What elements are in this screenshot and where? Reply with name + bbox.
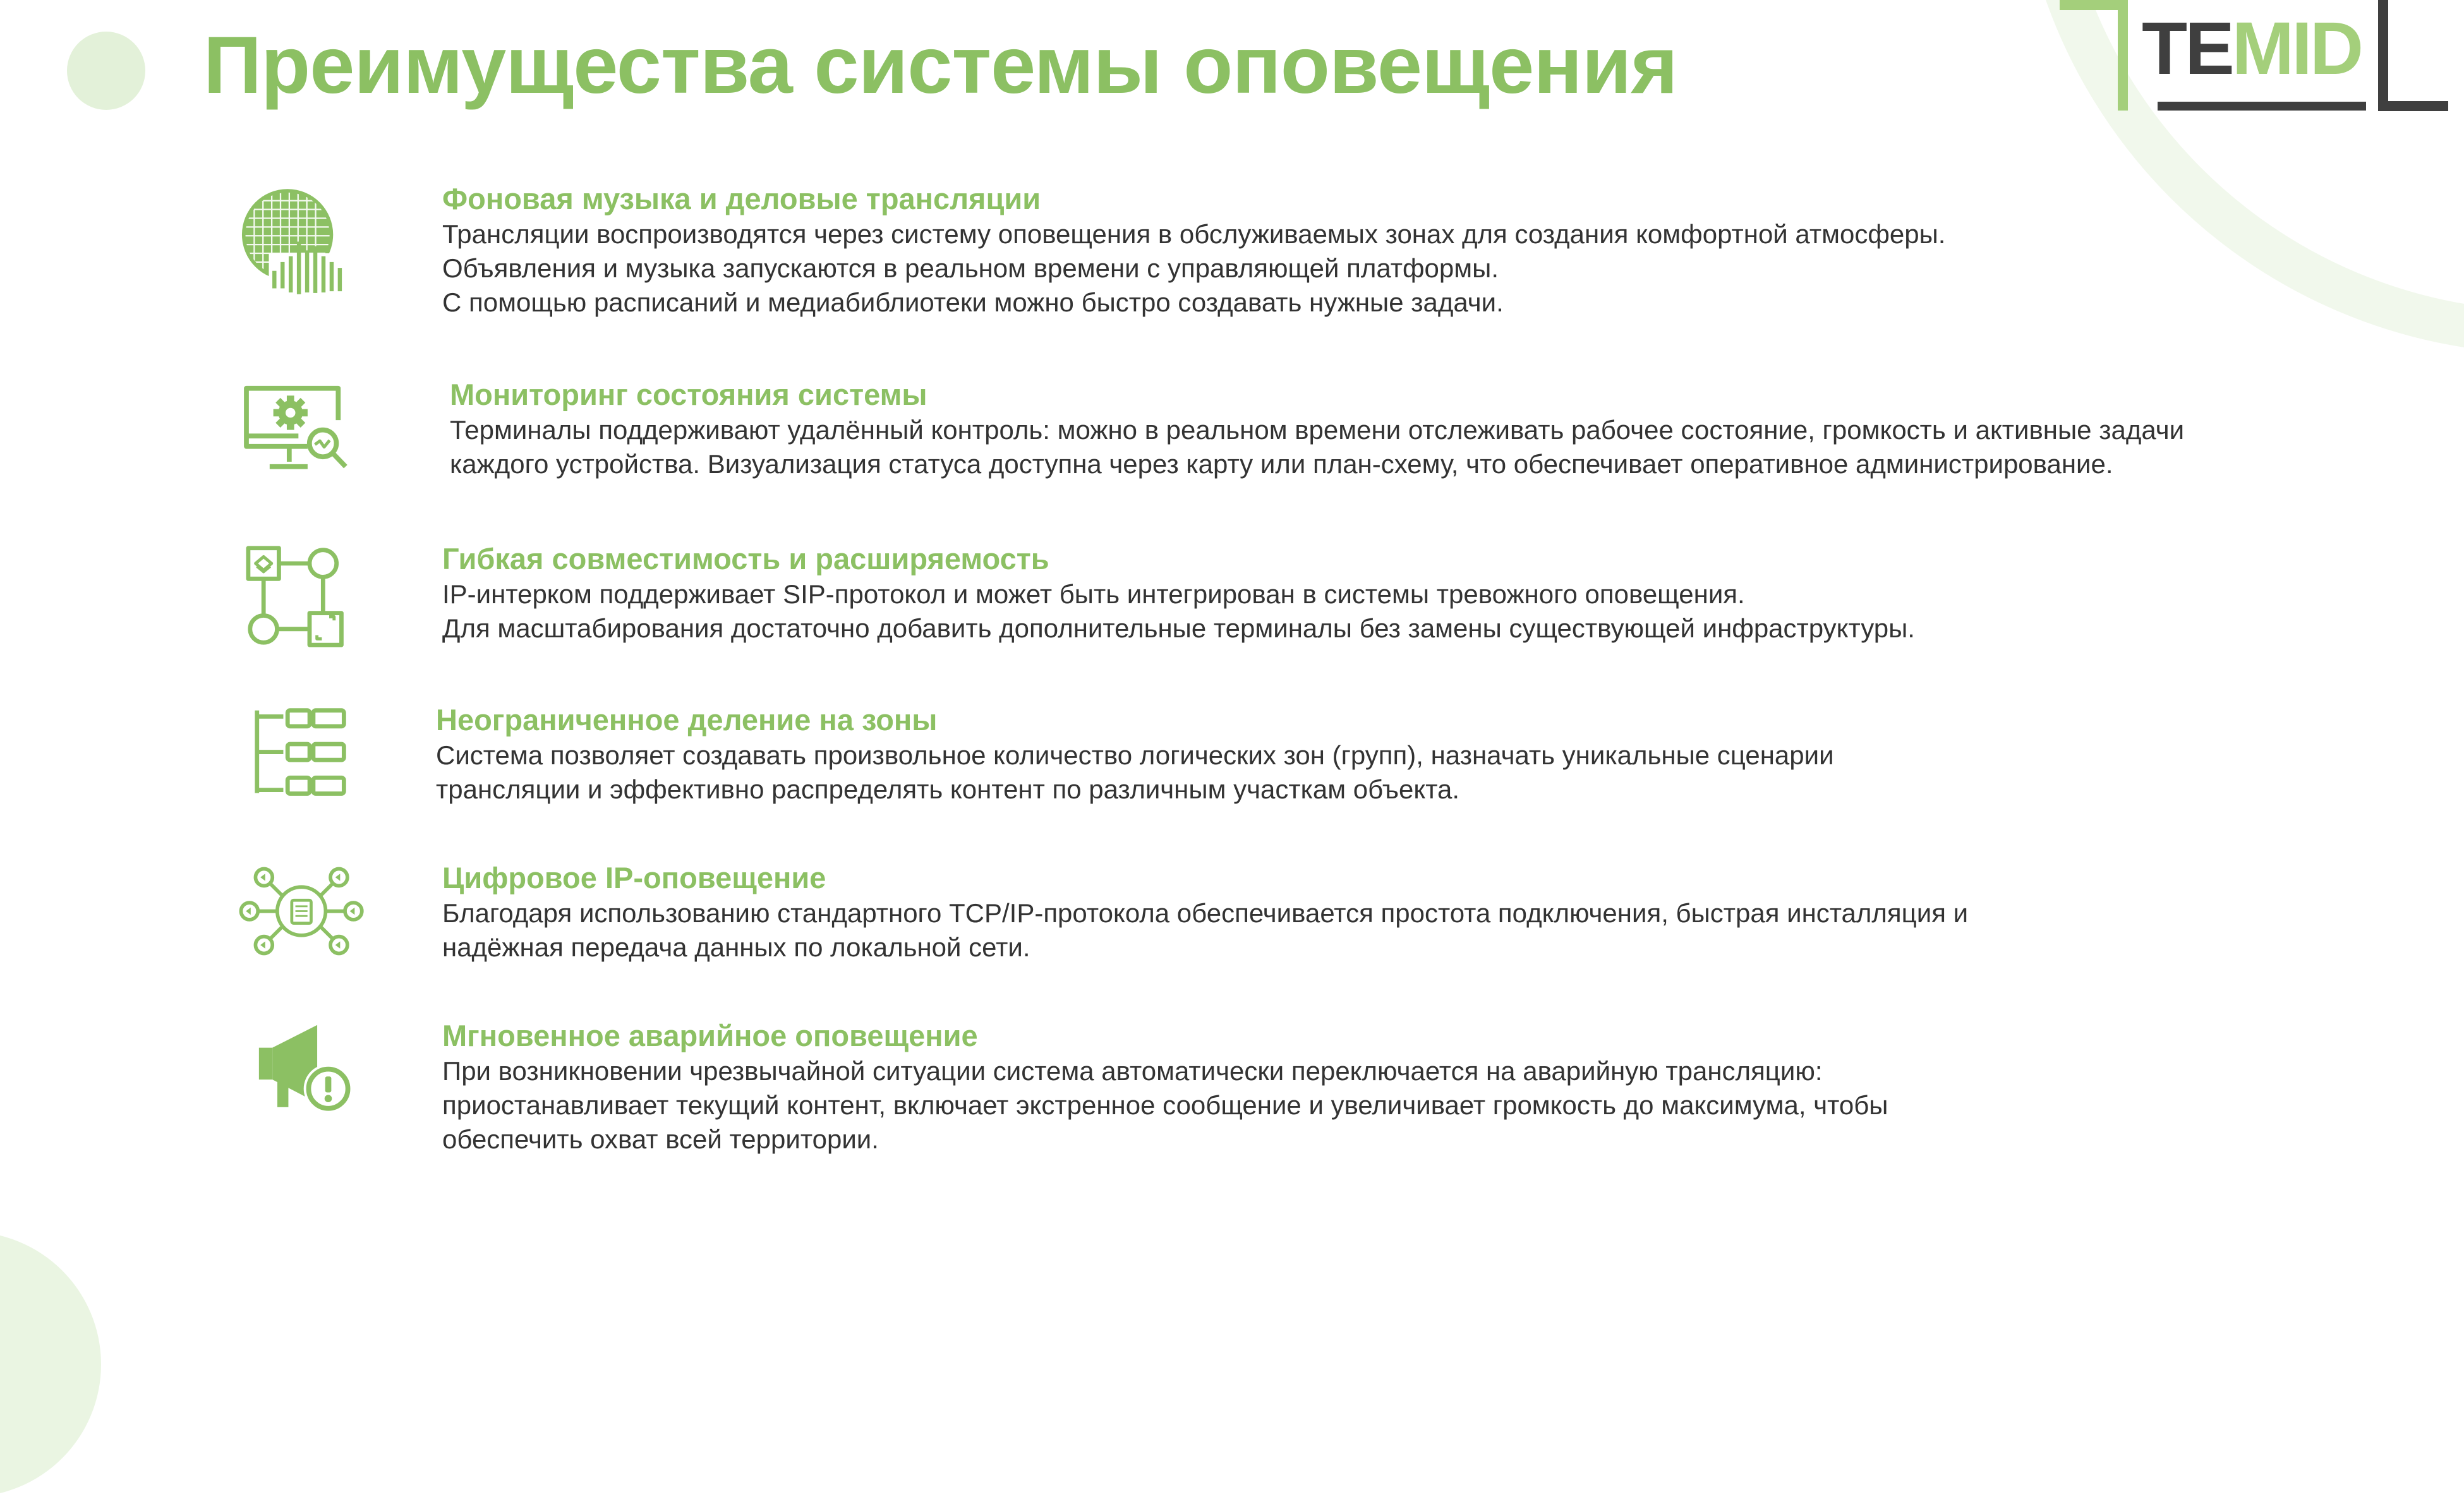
feature-title: Неограниченное деление на зоны bbox=[436, 703, 938, 736]
feature-text-line: При возникновении чрезвычайной ситуации система автоматически переключается на аварийную трансляцию: bbox=[442, 1056, 1823, 1086]
feature-text-line: Объявления и музыка запускаются в реальном времени с управляющей платформы. bbox=[442, 253, 1499, 283]
ip-broadcast-hub-icon bbox=[234, 856, 373, 966]
feature-text-line: IP-интерком поддерживает SIP-протокол и может быть интегрирован в системы тревожного оповещения. bbox=[442, 579, 1745, 609]
feature-title: Гибкая совместимость и расширяемость bbox=[442, 542, 1049, 575]
feature-text-line: Благодаря использованию стандартного TCP/IP-протокола обеспечивается простота подключения, быстрая инсталляция и bbox=[442, 898, 1969, 928]
page-title: Преимущества системы оповещения bbox=[203, 20, 1677, 111]
feature-text-line: каждого устройства. Визуализация статуса доступна через карту или план-схему, что обеспечивает оперативное администрирование. bbox=[450, 449, 2113, 479]
feature-text-line: обеспечить охват всей территории. bbox=[442, 1124, 879, 1154]
feature-text-line: трансляции и эффективно распределять контент по различным участкам объекта. bbox=[436, 774, 1460, 804]
feature-text-line: С помощью расписаний и медиабиблиотеки можно быстро создавать нужные задачи. bbox=[442, 287, 1504, 317]
logo-text bbox=[2142, 8, 2361, 90]
feature-text-line: надёжная передача данных по локальной сети. bbox=[442, 932, 1030, 962]
feature-title: Мгновенное аварийное оповещение bbox=[442, 1019, 978, 1052]
feature-title: Цифровое IP-оповещение bbox=[442, 861, 826, 894]
title-dot bbox=[67, 32, 145, 110]
megaphone-alert-icon bbox=[256, 1020, 360, 1124]
feature-text-line: Трансляции воспроизводятся через систему оповещения в обслуживаемых зонах для создания комфортной атмосферы. bbox=[442, 219, 1946, 249]
temid-logo bbox=[2060, 0, 2458, 114]
logo-text-te: TE bbox=[2142, 7, 2232, 90]
zones-tree-icon bbox=[250, 704, 354, 802]
feature-text-line: Система позволяет создавать произвольное количество логических зон (групп), назначать уникальные сценарии bbox=[436, 740, 1834, 770]
feature-text-line: Для масштабирования достаточно добавить дополнительные терминалы без замены существующей инфраструктуры. bbox=[442, 613, 1915, 643]
background-corner-circle bbox=[0, 1232, 101, 1497]
network-nodes-icon bbox=[243, 543, 354, 647]
monitor-gear-icon bbox=[240, 382, 351, 480]
globe-music-icon bbox=[234, 183, 351, 300]
feature-title: Фоновая музыка и деловые трансляции bbox=[442, 182, 1041, 215]
feature-text-line: Терминалы поддерживают удалённый контроль: можно в реальном времени отслеживать рабочее состояние, громкость и активные задачи bbox=[450, 415, 2185, 445]
logo-text-mid: MID bbox=[2231, 7, 2362, 90]
feature-title: Мониторинг состояния системы bbox=[450, 378, 927, 411]
feature-text-line: приостанавливает текущий контент, включает экстренное сообщение и увеличивает громкость до максимума, чтобы bbox=[442, 1090, 1888, 1120]
